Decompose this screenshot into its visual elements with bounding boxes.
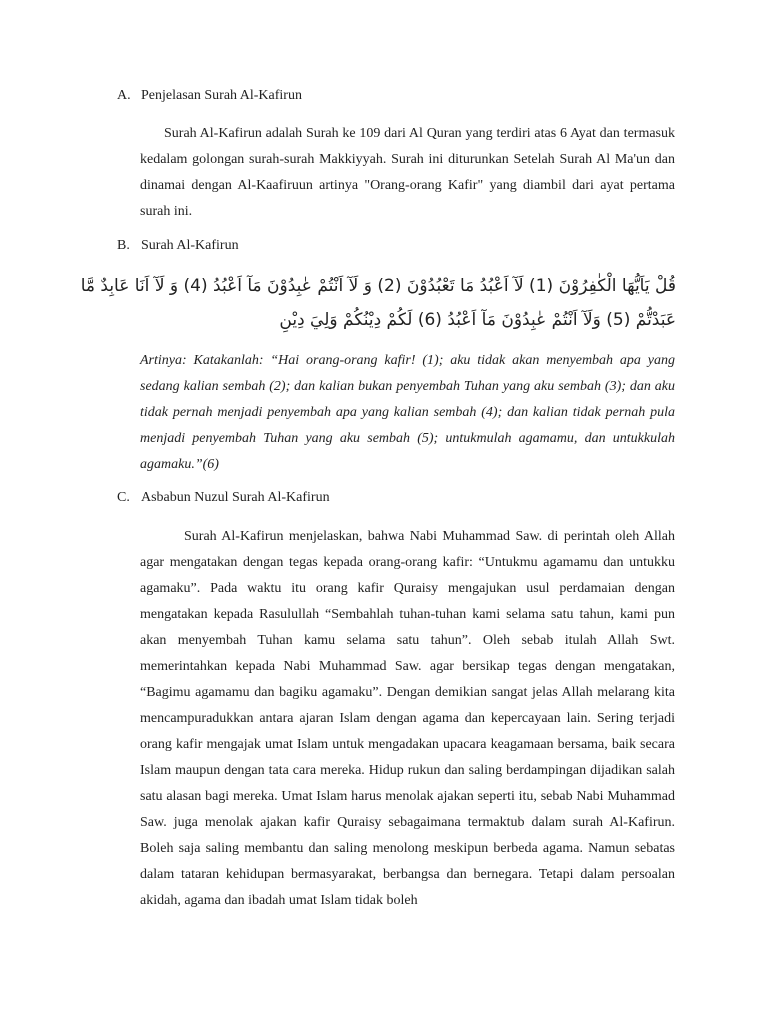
section-b-title: Surah Al-Kafirun — [141, 238, 239, 253]
arabic-verses — [80, 269, 676, 337]
section-c-paragraph: Surah Al-Kafirun menjelaskan, bahwa Nabi Muhammad Saw. di perintah oleh Allah agar mengatakan dengan tegas kepada orang-orang kafir: “Untukmu agamamu dan untukku agamaku”. Pada waktu itu orang kafir Quraisy mengajukan usul perdamaian dengan mengatakan kepada Rasulullah “Sembahlah tuhan-tuhan kami selama satu tahun, kami pun akan menyembah Tuhan kamu selama satu tahun”. Oleh sebab itulah Allah Swt. memerintahkan kepada Nabi Muhammad Saw. agar bersikap tegas dengan mengatakan, “Bagimu agamamu dan bagiku agamaku”. Dengan demikian sangat jelas Allah melarang kita mencampuradukkan antara ajaran Islam dengan agama dan kepercayaan lain. Sering terjadi orang kafir mengajak umat Islam untuk mengadakan upacara keagamaan bersama, baik secara Islam maupun dengan tata cara mereka. Hidup rukun dan saling berdampingan dijadikan salah satu alasan bagi mereka. Umat Islam harus menolak ajakan seperti itu, sebab Nabi Muhammad Saw. juga menolak ajakan kafir Quraisy sebagaimana termaktub dalam surah Al-Kafirun. Boleh saja saling membantu dan saling menolong meskipun berbeda agama. Namun sebatas dalam tataran kehidupan bermasyarakat, berbangsa dan bernegara. Tetapi dalam persoalan akidah, agama dan ibadah umat Islam tidak boleh — [140, 529, 675, 908]
arabic-line-1: قُلْ يَاَيُّهَا الْكٰفِرُوْنَ (1) لَآ اَعْبُدُ مَا تَعْبُدُوْنَ (2) وَ لَآ اَنْتُمْ عٰبِدُوْنَ مَآ اَعْبُدُ (4) وَ لَآ اَنَا عَابِدٌ مَّا — [80, 276, 676, 296]
section-c-letter: C. — [117, 490, 130, 505]
translation-paragraph: Artinya: Katakanlah: “Hai orang-orang kafir! (1); aku tidak akan menyembah apa yang sedang kalian sembah (2); dan kalian bukan penyembah Tuhan yang aku sembah (3); dan aku tidak pernah menjadi penyembah apa yang kalian sembah (4); dan kalian tidak pernah pula menjadi penyembah Tuhan yang aku sembah (5); untukmulah agamamu, dan untukkulah agamaku.”(6) — [140, 353, 675, 472]
section-b-letter: B. — [117, 238, 130, 253]
section-a-paragraph: Surah Al-Kafirun adalah Surah ke 109 dari Al Quran yang terdiri atas 6 Ayat dan termasuk kedalam golongan surah-surah Makkiyyah. Surah ini diturunkan Setelah Surah Al Ma'un dan dinamai dengan Al-Kaafiruun artinya "Orang-orang Kafir" yang diambil dari ayat pertama surah ini. — [140, 126, 675, 219]
section-c-title: Asbabun Nuzul Surah Al-Kafirun — [141, 490, 330, 505]
section-a-letter: A. — [117, 88, 131, 103]
arabic-line-2: عَبَدْتُّمْ (5) وَلَآ اَنْتُمْ عٰبِدُوْنَ مَآ اَعْبُدُ (6) لَكُمْ دِيْنُكُمْ وَلِيَ دِيْنِ — [279, 310, 676, 330]
section-a-title: Penjelasan Surah Al-Kafirun — [141, 88, 302, 103]
